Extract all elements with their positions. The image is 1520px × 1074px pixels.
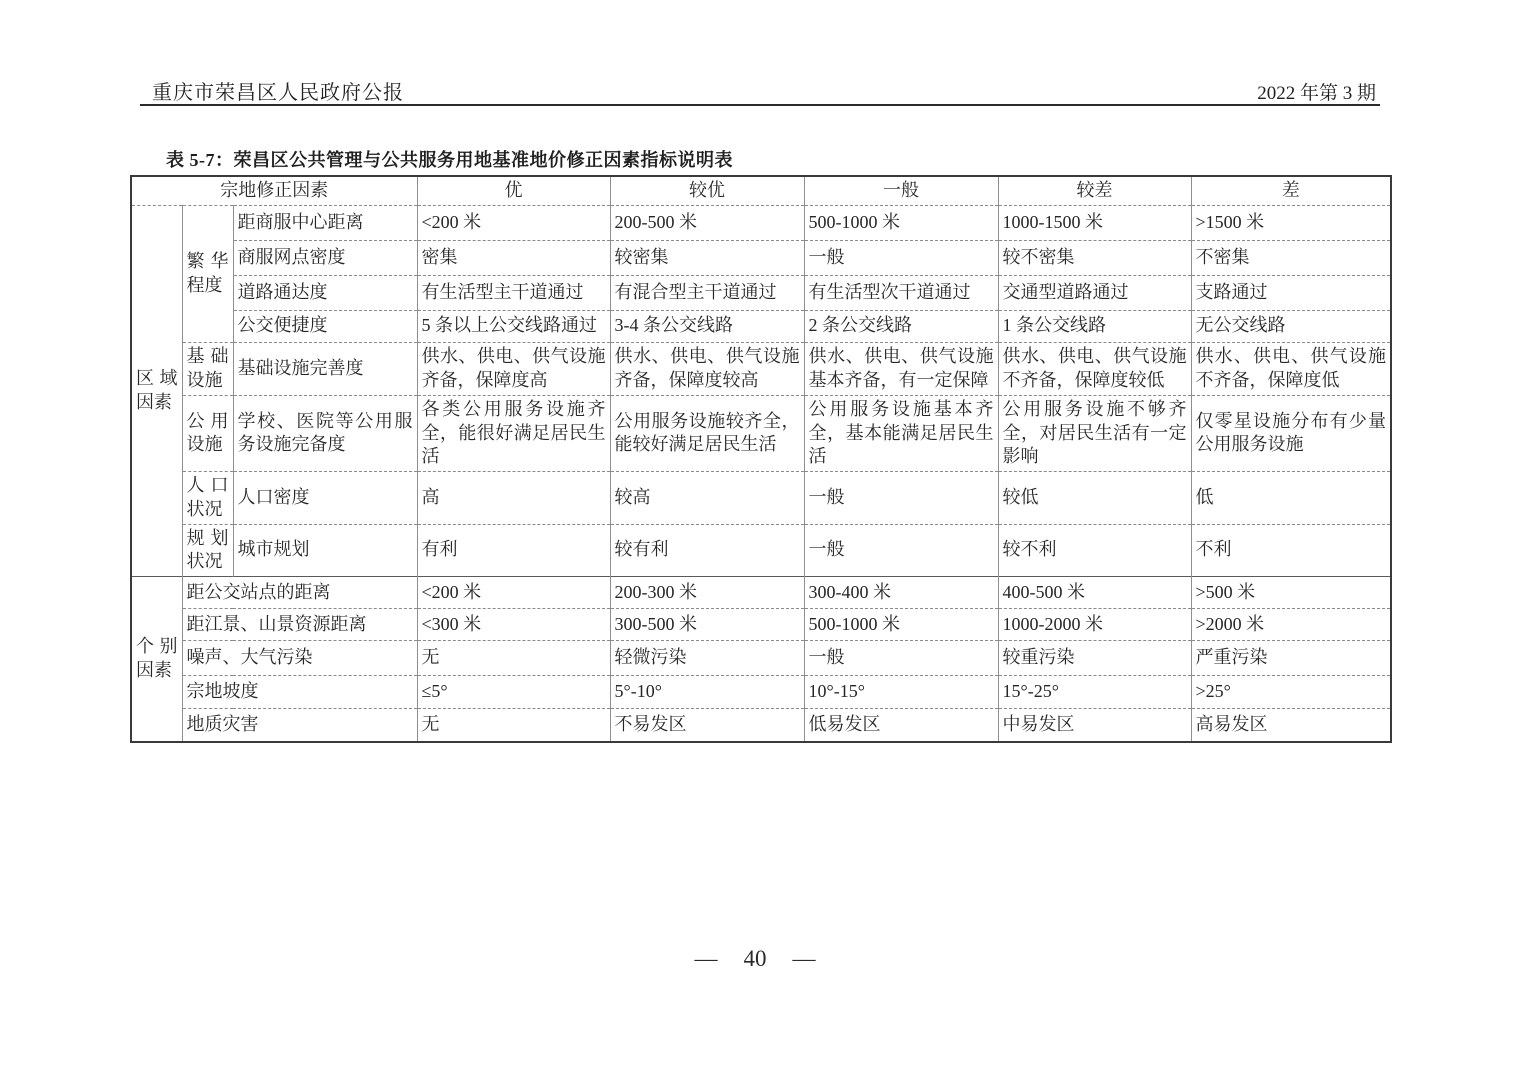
table-row — [131, 609, 1391, 641]
subgroup-label-prosperity: 繁华程度 — [182, 205, 233, 342]
value-cell: 一般 — [804, 472, 998, 525]
header-factor: 宗地修正因素 — [131, 176, 417, 205]
subgroup-label-public-facilities: 公用设施 — [182, 395, 233, 471]
value-cell: 400-500 米 — [998, 577, 1191, 609]
value-cell: 较密集 — [610, 240, 804, 275]
value-cell: 1000-1500 米 — [998, 205, 1191, 240]
value-cell: 500-1000 米 — [804, 609, 998, 641]
value-cell: 交通型道路通过 — [998, 275, 1191, 310]
header-rule — [140, 104, 1380, 106]
value-cell: 200-500 米 — [610, 205, 804, 240]
value-cell: 3-4 条公交线路 — [610, 310, 804, 342]
value-cell: 无公交线路 — [1191, 310, 1391, 342]
value-cell: 5°-10° — [610, 676, 804, 709]
value-cell: 供水、供电、供气设施齐备，保障度较高 — [610, 342, 804, 395]
factor-cell: 公交便捷度 — [233, 310, 417, 342]
value-cell: 支路通过 — [1191, 275, 1391, 310]
value-cell: >25° — [1191, 676, 1391, 709]
factor-cell: 基础设施完善度 — [233, 342, 417, 395]
factor-cell: 距公交站点的距离 — [182, 577, 417, 609]
factor-cell: 道路通达度 — [233, 275, 417, 310]
value-cell: 密集 — [417, 240, 610, 275]
value-cell: 一般 — [804, 240, 998, 275]
value-cell: 无 — [417, 709, 610, 742]
value-cell: 公用服务设施较齐全，能较好满足居民生活 — [610, 395, 804, 471]
table-row — [131, 240, 1391, 275]
table-row — [131, 676, 1391, 709]
value-cell: 10°-15° — [804, 676, 998, 709]
value-cell: 较重污染 — [998, 641, 1191, 676]
value-cell: 不利 — [1191, 524, 1391, 577]
table-header-row — [131, 176, 1391, 205]
value-cell: 低 — [1191, 472, 1391, 525]
factor-cell: 距商服中心距离 — [233, 205, 417, 240]
value-cell: 供水、供电、供气设施齐备，保障度高 — [417, 342, 610, 395]
value-cell: 中易发区 — [998, 709, 1191, 742]
table-row — [131, 472, 1391, 525]
value-cell: 较有利 — [610, 524, 804, 577]
subgroup-label-infrastructure: 基础设施 — [182, 342, 233, 395]
table-row — [131, 395, 1391, 471]
land-price-correction-factor-table — [130, 175, 1392, 743]
factor-cell: 学校、医院等公用服务设施完备度 — [233, 395, 417, 471]
value-cell: 200-300 米 — [610, 577, 804, 609]
value-cell: 较不利 — [998, 524, 1191, 577]
header-level-average: 一般 — [804, 176, 998, 205]
value-cell: 不易发区 — [610, 709, 804, 742]
table-row — [131, 205, 1391, 240]
value-cell: 公用服务设施不够齐全，对居民生活有一定影响 — [998, 395, 1191, 471]
value-cell: 轻微污染 — [610, 641, 804, 676]
value-cell: 1000-2000 米 — [998, 609, 1191, 641]
value-cell: 仅零星设施分布有少量公用服务设施 — [1191, 395, 1391, 471]
factor-cell: 地质灾害 — [182, 709, 417, 742]
table-row — [131, 275, 1391, 310]
table-title: 表 5-7：荣昌区公共管理与公共服务用地基准地价修正因素指标说明表 — [166, 150, 733, 170]
value-cell: 较低 — [998, 472, 1191, 525]
value-cell: 1 条公交线路 — [998, 310, 1191, 342]
value-cell: 各类公用服务设施齐全，能很好满足居民生活 — [417, 395, 610, 471]
table-row — [131, 524, 1391, 577]
gazette-title: 重庆市荣昌区人民政府公报 — [152, 82, 404, 104]
subgroup-label-planning: 规划状况 — [182, 524, 233, 577]
header-level-bad: 差 — [1191, 176, 1391, 205]
value-cell: 较高 — [610, 472, 804, 525]
value-cell: ≤5° — [417, 676, 610, 709]
value-cell: >1500 米 — [1191, 205, 1391, 240]
factor-cell: 商服网点密度 — [233, 240, 417, 275]
value-cell: 供水、供电、供气设施不齐备，保障度较低 — [998, 342, 1191, 395]
page-number-dash-right: — — [792, 946, 816, 971]
header-level-poor: 较差 — [998, 176, 1191, 205]
value-cell: 15°-25° — [998, 676, 1191, 709]
table-row — [131, 709, 1391, 742]
value-cell: 严重污染 — [1191, 641, 1391, 676]
factor-cell: 人口密度 — [233, 472, 417, 525]
value-cell: 公用服务设施基本齐全，基本能满足居民生活 — [804, 395, 998, 471]
table-row — [131, 310, 1391, 342]
table-row — [131, 577, 1391, 609]
value-cell: 300-500 米 — [610, 609, 804, 641]
value-cell: <200 米 — [417, 577, 610, 609]
value-cell: 5 条以上公交线路通过 — [417, 310, 610, 342]
value-cell: 有生活型次干道通过 — [804, 275, 998, 310]
value-cell: 500-1000 米 — [804, 205, 998, 240]
value-cell: 有混合型主干道通过 — [610, 275, 804, 310]
page-number-dash-left: — — [694, 946, 718, 971]
factor-cell: 城市规划 — [233, 524, 417, 577]
value-cell: 无 — [417, 641, 610, 676]
value-cell: <300 米 — [417, 609, 610, 641]
value-cell: 较不密集 — [998, 240, 1191, 275]
factor-cell: 宗地坡度 — [182, 676, 417, 709]
value-cell: 2 条公交线路 — [804, 310, 998, 342]
group-label-regional: 区域因素 — [131, 205, 182, 576]
value-cell: 有生活型主干道通过 — [417, 275, 610, 310]
value-cell: >2000 米 — [1191, 609, 1391, 641]
value-cell: 低易发区 — [804, 709, 998, 742]
value-cell: <200 米 — [417, 205, 610, 240]
issue-label: 2022 年第 3 期 — [1257, 83, 1376, 104]
value-cell: 不密集 — [1191, 240, 1391, 275]
page-number — [0, 946, 1510, 972]
table-row — [131, 342, 1391, 395]
header-level-excellent: 优 — [417, 176, 610, 205]
value-cell: 有利 — [417, 524, 610, 577]
value-cell: >500 米 — [1191, 577, 1391, 609]
table-row — [131, 641, 1391, 676]
page-number-value: 40 — [743, 946, 767, 971]
value-cell: 高 — [417, 472, 610, 525]
value-cell: 一般 — [804, 524, 998, 577]
value-cell: 300-400 米 — [804, 577, 998, 609]
value-cell: 供水、供电、供气设施基本齐备，有一定保障 — [804, 342, 998, 395]
value-cell: 高易发区 — [1191, 709, 1391, 742]
factor-cell: 噪声、大气污染 — [182, 641, 417, 676]
value-cell: 供水、供电、供气设施不齐备，保障度低 — [1191, 342, 1391, 395]
group-label-individual: 个别因素 — [131, 577, 182, 742]
header-level-good: 较优 — [610, 176, 804, 205]
factor-cell: 距江景、山景资源距离 — [182, 609, 417, 641]
subgroup-label-population: 人口状况 — [182, 472, 233, 525]
value-cell: 一般 — [804, 641, 998, 676]
